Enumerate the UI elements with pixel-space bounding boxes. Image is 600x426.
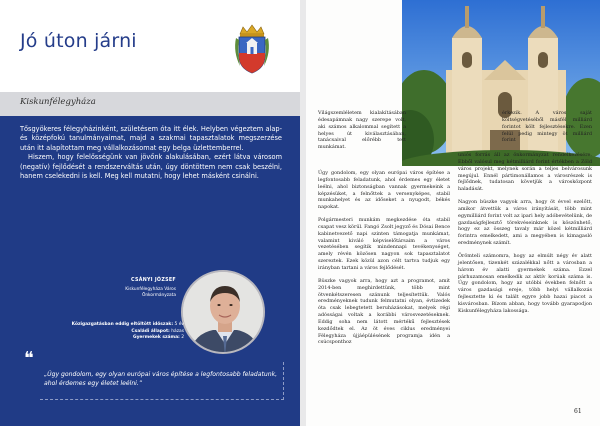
stat-label: Családi állapot: [131,328,170,334]
article-paragraph: Világszemléletem kialakításában édesapámnak nagy szerepe volt, aki számos alkalommal segített a helyes út kiválasztásában, tanácsaival előrébb tett munkámat. [318,110,406,151]
article-paragraph: Úgy gondolom, egy olyan európai város építése a legfontosabb feladatunk, ahol érdemes egy életet leélni, ahol biztonságban vannak gyermekeink a képzésüket, a felnőttek a versenyképes, stabil munkahelyet és az időseket a nyugodt, békés napokat. [318,170,450,211]
article-paragraph: Büszke vagyok arra, hogy azt a programot, amit 2014-ben meghirdettünk, több mint ötvenkétszeresen szánunk teljesítettük. Valós eredményeknek tudunk felmutatni olyan, évtizedek óta csak lebegtetett beruházásokat, melyek régi adósságai voltak a korábbi városvezetéseknek. Eddig soha nem látott mértékű fejlesztések kezdődtek el. Az öt éves ciklus eredményei Félegyháza újjáépülésének programja idén a csúcsponthoz [318,277,450,346]
pull-quote: „Úgy gondolom, egy olyan európai város építése a legfontosabb feladatunk, ahol érdemes egy életet leélni.” [44,371,278,387]
article-paragraph: Nagyon büszke vagyok arra, hogy öt évvel ezelőtt, amikor átvettük a város irányítását, több mint egymilliárd forint volt az ipari hely adóbevételünk, de gazdaságfejlesztő törekvéseinknek is köszönhető, hogy ez az összeg tavaly már közel kétmilliárd forintra emelkedett, ami a megyében is kimagasló eredménynek számít. [458,199,592,247]
city-band [0,92,300,116]
left-page-header [0,0,300,92]
stat-label: Közigazgatásban eddig eltöltött időszak: [71,322,174,327]
quote-mark-icon: ❝ [24,348,34,369]
portrait-photo [181,270,265,354]
city-coat-of-arms-icon [232,22,272,76]
page-title: Jó úton járni [20,30,137,52]
stat-value: 2 [181,335,184,341]
person-title [100,287,176,299]
intro-text [20,125,282,181]
stat-label: Gyermekek száma: [132,335,180,341]
stat-value: 5 év [174,322,184,327]
stat-row [34,335,184,342]
page-number: 61 [574,408,582,415]
person-title-line: Kiskunfélegyháza Város [125,287,176,292]
city-name: Kiskunfélegyháza [20,97,96,107]
article-paragraph: Polgármesteri munkám megkezdése óta stabil csapat vesz körül. Fangó Zsolt jegyző és Dósai Bence kabinetvezető napi szinten támogatja munkámat, valamint kiváló képviselőtársaim a város vezetésében segítik mindennapi tevékenységet, amely révén közösen nagyon sok tapasztalatot szereztek. Ezek közül azon célt tartva tudjuk egy irányban tartani a város fejlődését. [318,217,450,271]
text-column-left-intro [318,110,406,157]
article-paragraph: érkezik. A város saját költségvetéséből másfél milliárd forintot költ fejlesztésekre. Ezen felül pedig mintegy öt milliárd forint [502,110,592,144]
intro-paragraph: Hiszem, hogy felelősségünk van jövőnk alakulásában, ezért látva városom (negatív) fejlődését a rendszerváltás után, úgy döntöttem nem csak beszélni, hanem cselekedni is kell. Meg kell mutatni, hogy lehet másként csinálni. [20,153,282,181]
text-column-right [458,152,592,321]
stats-block [34,322,184,342]
stat-row [34,322,184,329]
intro-paragraph: Tősgyökeres félegyházinként, születésem óta itt élek. Helyben végeztem alap- és középfokú tanulmányaimat, majd a szakmai tapasztalatok megszerzése után itt alapítottam meg vállalkozásomat egy belga üzlettemberrel. [20,125,282,152]
right-page [306,0,600,426]
person-title-line: Önkormányzata [141,293,176,298]
article-paragraph: uniós forrás áll az önkormányzat rendelkezésére. Ebből valósul meg kétmilliárd forint értékben a Zöld város projekt, melynek során a teljes belvárosunk megújul. Ennél pártimonállamos a városrészek is fejlődnek, tudatosan követjük a városközpont haladását. [458,152,592,193]
text-column-left [318,170,450,352]
text-column-right-intro [502,110,592,150]
article-paragraph: Örömteli számomra, hogy az elmúlt négy év alatt jelentősen, tizenkét százalékkal nőtt a városban a három év alatti gyermekek száma. Ezzel párhuzamosan emelkedik az aktív korúak száma is. Úgy gondolom, hogy az utóbbi években felnőtt a város gazdasági ereje, több helyi vállalkozás fejlesztette ki és talált egyre jobb hazai piacot a kisvárosban. Bízom abban, hogy tovább gyarapodjon Kiskunfélegyháza lakossága. [458,252,592,314]
person-name: CSÁNYI JÓZSEF [131,278,176,283]
stat-value: házas [171,328,184,334]
